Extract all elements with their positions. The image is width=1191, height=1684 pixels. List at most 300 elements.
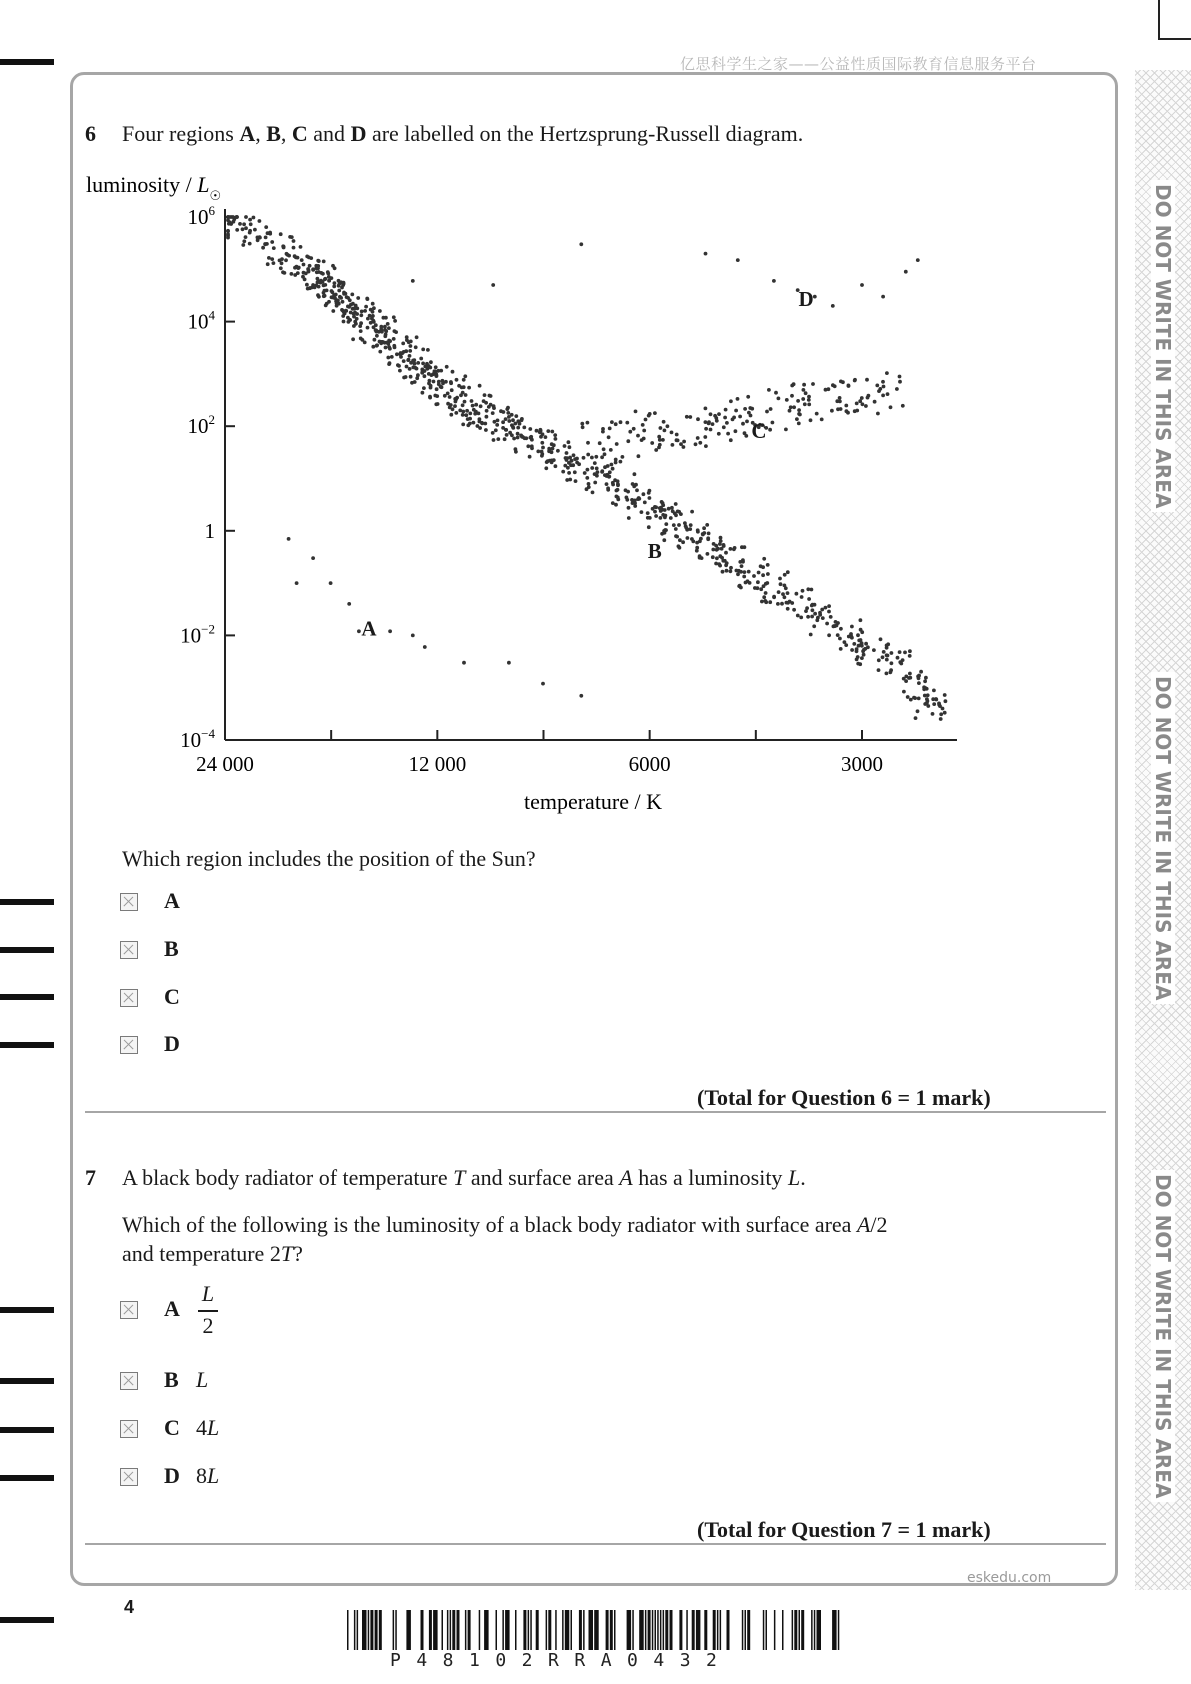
star-point: [760, 600, 764, 604]
star-point: [831, 383, 835, 387]
star-point: [491, 283, 495, 287]
star-point: [662, 420, 666, 424]
crop-mark-top-right: [1158, 0, 1160, 40]
star-point: [242, 239, 246, 243]
star-point: [723, 416, 727, 420]
fraction-numerator: L: [201, 1281, 215, 1306]
star-point: [717, 412, 721, 416]
star-point: [675, 433, 679, 437]
star-point: [715, 419, 719, 423]
option-label-7b: B: [164, 1367, 179, 1392]
star-point: [807, 395, 811, 399]
option-checkbox-6a[interactable]: [120, 893, 138, 911]
option-checkbox-6b[interactable]: [120, 941, 138, 959]
option-label-6d: D: [164, 1031, 180, 1056]
star-point: [563, 444, 567, 448]
star-point: [796, 399, 800, 403]
star-point: [780, 602, 784, 606]
star-point: [890, 661, 894, 665]
star-point: [378, 350, 382, 354]
barcode-bar: [370, 1610, 373, 1650]
star-point: [408, 349, 412, 353]
star-point: [803, 402, 807, 406]
star-point: [631, 501, 635, 505]
star-point: [463, 400, 467, 404]
star-point: [650, 441, 654, 445]
star-point: [671, 509, 675, 513]
star-point: [873, 400, 877, 404]
star-point: [232, 220, 236, 224]
star-point: [881, 655, 885, 659]
star-point: [355, 312, 359, 316]
star-point: [836, 633, 840, 637]
star-point: [729, 566, 733, 570]
star-point: [593, 461, 597, 465]
star-point: [671, 443, 675, 447]
star-point: [489, 403, 493, 407]
star-point: [644, 418, 648, 422]
star-point: [859, 628, 863, 632]
star-point: [279, 266, 283, 270]
star-point: [309, 256, 313, 260]
star-point: [423, 374, 427, 378]
star-point: [725, 421, 729, 425]
star-point: [408, 367, 412, 371]
star-point: [516, 436, 520, 440]
star-point: [674, 502, 678, 506]
barcode-bar: [645, 1610, 647, 1650]
star-point: [454, 411, 458, 415]
star-point: [616, 496, 620, 500]
coefficient: 4: [196, 1415, 207, 1440]
star-point: [695, 541, 699, 545]
barcode-bar: [479, 1610, 481, 1650]
star-point: [554, 437, 558, 441]
x-tick-label: 24 000: [196, 752, 254, 776]
fraction-bar: [198, 1310, 218, 1312]
star-point: [334, 293, 338, 297]
margin-tick: [0, 1427, 54, 1433]
star-point: [503, 437, 507, 441]
star-point: [801, 397, 805, 401]
star-point: [423, 645, 427, 649]
star-point: [802, 388, 806, 392]
star-point: [939, 712, 943, 716]
star-point: [581, 425, 585, 429]
region-label-d: D: [798, 286, 814, 311]
star-point: [864, 642, 868, 646]
star-point: [333, 281, 337, 285]
star-point: [504, 428, 508, 432]
star-point: [375, 344, 379, 348]
star-point: [474, 403, 478, 407]
star-point: [759, 564, 763, 568]
star-point: [342, 281, 346, 285]
star-point: [522, 426, 526, 430]
star-point: [397, 364, 401, 368]
star-point: [565, 478, 569, 482]
star-point: [810, 615, 814, 619]
star-point: [908, 649, 912, 653]
star-point: [626, 490, 630, 494]
star-point: [464, 413, 468, 417]
star-point: [586, 421, 590, 425]
question-divider: [85, 1543, 1106, 1545]
star-point: [520, 418, 524, 422]
star-point: [505, 433, 509, 437]
star-point: [516, 432, 520, 436]
star-point: [711, 422, 715, 426]
star-point: [416, 361, 420, 365]
star-point: [635, 488, 639, 492]
star-point: [857, 644, 861, 648]
star-point: [446, 392, 450, 396]
option-value-7a: [196, 1281, 220, 1341]
star-point: [820, 608, 824, 612]
star-point: [855, 402, 859, 406]
star-point: [818, 611, 822, 615]
star-point: [567, 440, 571, 444]
barcode-bar: [660, 1610, 662, 1650]
star-point: [825, 622, 829, 626]
star-point: [261, 246, 265, 250]
star-point: [395, 352, 399, 356]
star-point: [726, 432, 730, 436]
star-point: [932, 689, 936, 693]
barcode-bar: [457, 1610, 460, 1650]
star-point: [807, 597, 811, 601]
option-checkbox-6c[interactable]: [120, 989, 138, 1007]
star-point: [740, 564, 744, 568]
star-point: [765, 581, 769, 585]
barcode-bar: [717, 1610, 719, 1650]
star-point: [829, 615, 833, 619]
star-point: [414, 345, 418, 349]
star-point: [743, 570, 747, 574]
star-point: [462, 661, 466, 665]
star-point: [308, 286, 312, 290]
star-point: [476, 424, 480, 428]
star-point: [226, 215, 230, 219]
option-checkbox-6d[interactable]: [120, 1036, 138, 1054]
star-point: [470, 399, 474, 403]
star-point: [293, 273, 297, 277]
star-point: [771, 421, 775, 425]
star-point: [421, 348, 425, 352]
barcode-bar: [347, 1610, 349, 1650]
question-6-total: (Total for Question 6 = 1 mark): [697, 1085, 991, 1110]
option-label-7d: D: [164, 1463, 180, 1488]
star-point: [659, 516, 663, 520]
barcode-bar: [801, 1610, 804, 1650]
star-point: [654, 505, 658, 509]
star-point: [820, 418, 824, 422]
margin-tick: [0, 1617, 54, 1623]
star-point: [859, 638, 863, 642]
star-point: [256, 238, 260, 242]
star-point: [461, 413, 465, 417]
star-point: [856, 662, 860, 666]
y-tick-label: 1: [204, 518, 215, 543]
star-point: [714, 562, 718, 566]
barcode-bar: [536, 1610, 539, 1650]
star-point: [648, 496, 652, 500]
star-point: [326, 270, 330, 274]
star-point: [724, 551, 728, 555]
star-point: [426, 348, 430, 352]
barcode-bar: [546, 1610, 548, 1650]
star-point: [762, 557, 766, 561]
star-point: [540, 450, 544, 454]
star-point: [702, 531, 706, 535]
star-point: [285, 252, 289, 256]
star-point: [866, 645, 870, 649]
star-point: [392, 337, 396, 341]
star-point: [838, 400, 842, 404]
barcode-bar: [817, 1610, 822, 1650]
star-point: [827, 604, 831, 608]
star-point: [847, 384, 851, 388]
barcode-bar: [794, 1610, 797, 1650]
side-notice-2: DO NOT WRITE IN THIS AREA: [1151, 672, 1175, 1004]
star-point: [786, 607, 790, 611]
star-point: [468, 422, 472, 426]
fraction-denominator: 2: [202, 1313, 214, 1338]
star-point: [676, 439, 680, 443]
star-point: [502, 410, 506, 414]
star-point: [886, 392, 890, 396]
option-checkbox-7d[interactable]: [120, 1468, 138, 1486]
star-point: [324, 304, 328, 308]
star-point: [453, 404, 457, 408]
star-point: [284, 258, 288, 262]
star-point: [421, 362, 425, 366]
star-point: [483, 393, 487, 397]
star-point: [359, 329, 363, 333]
star-point: [283, 271, 287, 275]
star-point: [299, 245, 303, 249]
star-point: [550, 430, 554, 434]
star-point: [607, 435, 611, 439]
star-point: [636, 434, 640, 438]
star-point: [896, 656, 900, 660]
star-point: [342, 291, 346, 295]
star-point: [241, 243, 245, 247]
star-point: [724, 408, 728, 412]
star-point: [248, 242, 252, 246]
star-point: [541, 432, 545, 436]
star-point: [600, 455, 604, 459]
barcode-bar: [652, 1610, 654, 1650]
star-point: [772, 595, 776, 599]
star-point: [688, 415, 692, 419]
star-point: [698, 441, 702, 445]
star-point: [611, 467, 615, 471]
star-point: [411, 359, 415, 363]
star-point: [747, 570, 751, 574]
barcode-bar: [696, 1610, 701, 1650]
margin-tick: [0, 1475, 54, 1481]
option-checkbox-7b[interactable]: [120, 1372, 138, 1390]
star-point: [789, 405, 793, 409]
star-point: [409, 344, 413, 348]
star-point: [608, 427, 612, 431]
star-point: [619, 420, 623, 424]
stem-text: A black body radiator of temperature: [122, 1165, 454, 1190]
star-point: [938, 704, 942, 708]
star-point: [740, 545, 744, 549]
star-point: [439, 369, 443, 373]
barcode-bar: [375, 1610, 378, 1650]
star-point: [574, 479, 578, 483]
star-point: [736, 572, 740, 576]
star-point: [720, 547, 724, 551]
star-point: [678, 546, 682, 550]
star-point: [472, 421, 476, 425]
star-point: [640, 438, 644, 442]
star-point: [621, 455, 625, 459]
star-point: [749, 414, 753, 418]
barcode-bar: [528, 1610, 530, 1650]
star-point: [799, 616, 803, 620]
option-checkbox-7c[interactable]: [120, 1420, 138, 1438]
star-point: [732, 547, 736, 551]
star-point: [409, 375, 413, 379]
star-point: [266, 262, 270, 266]
star-point: [547, 449, 551, 453]
star-point: [786, 591, 790, 595]
star-point: [421, 391, 425, 395]
star-point: [551, 447, 555, 451]
star-point: [322, 294, 326, 298]
star-point: [806, 615, 810, 619]
star-point: [792, 608, 796, 612]
star-point: [556, 449, 560, 453]
star-point: [546, 459, 550, 463]
star-point: [436, 402, 440, 406]
y-tick-label: $10^6$: [187, 203, 215, 229]
star-point: [792, 405, 796, 409]
star-point: [546, 429, 550, 433]
region-label-c: C: [751, 418, 767, 443]
barcode-text: P48102RRA0432: [390, 1650, 733, 1671]
star-point: [388, 629, 392, 633]
star-point: [806, 587, 810, 591]
star-point: [582, 456, 586, 460]
star-point: [706, 552, 710, 556]
star-point: [241, 227, 245, 231]
star-point: [571, 463, 575, 467]
star-point: [472, 408, 476, 412]
star-point: [507, 661, 511, 665]
star-point: [729, 438, 733, 442]
star-point: [850, 648, 854, 652]
star-point: [585, 476, 589, 480]
barcode-bar: [814, 1610, 816, 1650]
star-point: [281, 244, 285, 248]
star-point: [508, 431, 512, 435]
star-point: [514, 414, 518, 418]
star-point: [435, 387, 439, 391]
barcode-bar: [354, 1610, 356, 1650]
star-point: [647, 525, 651, 529]
star-point: [653, 510, 657, 514]
star-point: [270, 257, 274, 261]
star-point: [906, 695, 910, 699]
star-point: [270, 240, 274, 244]
star-point: [790, 601, 794, 605]
barcode-bar: [548, 1610, 551, 1650]
star-point: [844, 404, 848, 408]
star-point: [882, 385, 886, 389]
star-point: [898, 380, 902, 384]
star-point: [510, 413, 514, 417]
barcode-bar: [832, 1610, 837, 1650]
star-point: [378, 309, 382, 313]
star-point: [596, 470, 600, 474]
star-point: [809, 633, 813, 637]
star-point: [451, 370, 455, 374]
star-point: [685, 415, 689, 419]
star-point: [763, 599, 767, 603]
star-point: [404, 375, 408, 379]
star-point: [663, 429, 667, 433]
star-point: [634, 410, 638, 414]
star-point: [850, 625, 854, 629]
star-point: [526, 444, 530, 448]
x-tick-label: 12 000: [408, 752, 467, 776]
star-point: [627, 506, 631, 510]
star-point: [356, 296, 360, 300]
star-point: [449, 413, 453, 417]
star-point: [536, 450, 540, 454]
star-point: [785, 398, 789, 402]
star-point: [846, 411, 850, 415]
star-point: [419, 357, 423, 361]
star-point: [307, 270, 311, 274]
star-point: [253, 228, 257, 232]
star-point: [567, 471, 571, 475]
star-point: [684, 524, 688, 528]
star-point: [742, 575, 746, 579]
barcode-bar: [838, 1610, 840, 1650]
star-point: [462, 378, 466, 382]
star-point: [496, 419, 500, 423]
star-point: [331, 309, 335, 313]
star-point: [807, 403, 811, 407]
stem-region-a: A: [239, 121, 256, 146]
star-point: [586, 453, 590, 457]
star-point: [363, 341, 367, 345]
star-point: [627, 516, 631, 520]
option-checkbox-7a[interactable]: [120, 1301, 138, 1319]
stem-region-d: D: [350, 121, 367, 146]
barcode-bar: [579, 1610, 582, 1650]
star-point: [344, 309, 348, 313]
star-point: [288, 235, 292, 239]
barcode-bar: [774, 1610, 776, 1650]
option-value-7c: [196, 1415, 219, 1441]
star-point: [492, 438, 496, 442]
star-point: [784, 586, 788, 590]
barcode-bar: [799, 1610, 801, 1650]
star-point: [347, 320, 351, 324]
barcode-bar: [670, 1610, 673, 1650]
star-point: [339, 296, 343, 300]
star-point: [619, 460, 623, 464]
star-point: [781, 592, 785, 596]
margin-tick: [0, 1042, 54, 1048]
